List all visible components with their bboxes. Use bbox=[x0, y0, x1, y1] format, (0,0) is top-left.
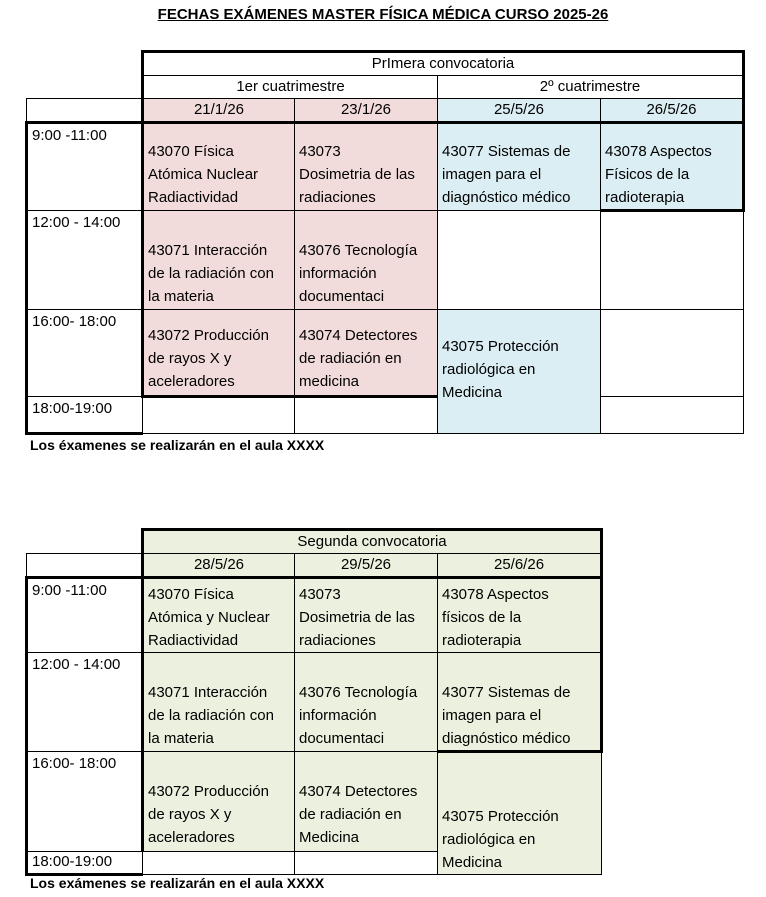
date-header: 25/5/26 bbox=[438, 99, 601, 123]
time-slot: 12:00 - 14:00 bbox=[27, 653, 143, 752]
exam-cell: 43072 Producción de rayos X y aceleradores bbox=[143, 310, 295, 397]
exam-cell: 43074 Detectores de radiación en medicina bbox=[295, 310, 438, 397]
exam-cell: 43075 Protección radiológica en Medicina bbox=[438, 310, 601, 434]
exam-room-note: Los éxamenes se realizarán en el aula XXXX bbox=[30, 437, 325, 453]
date-header: 26/5/26 bbox=[601, 99, 744, 123]
empty-cell bbox=[438, 211, 601, 310]
exam-cell: 43077 Sistemas de imagen para el diagnóstico médico bbox=[438, 653, 602, 752]
time-slot: 18:00-19:00 bbox=[27, 852, 143, 875]
exam-cell: 43077 Sistemas de imagen para el diagnóstico médico bbox=[438, 123, 601, 211]
exam-room-note: Los exámenes se realizarán en el aula XXXX bbox=[30, 875, 325, 891]
first-call-title: PrImera convocatoria bbox=[143, 52, 744, 76]
time-slot: 12:00 - 14:00 bbox=[27, 211, 143, 310]
date-header: 28/5/26 bbox=[143, 554, 295, 578]
exam-cell: 43070 Física Atómica y Nuclear Radiactividad bbox=[143, 578, 295, 653]
empty-cell bbox=[143, 852, 295, 875]
exam-cell: 43073 Dosimetria de las radiaciones bbox=[295, 578, 438, 653]
exam-cell: 43078 Aspectos físicos de la radioterapia bbox=[438, 578, 602, 653]
exam-cell: 43074 Detectores de radiación en Medicina bbox=[295, 752, 438, 852]
empty-cell bbox=[601, 211, 744, 310]
date-header: 23/1/26 bbox=[295, 99, 438, 123]
semester-2-header: 2º cuatrimestre bbox=[438, 76, 744, 99]
exam-cell: 43072 Producción de rayos X y aceleradores bbox=[143, 752, 295, 852]
first-call-table bbox=[25, 50, 745, 435]
exam-cell: 43073 Dosimetria de las radiaciones bbox=[295, 123, 438, 211]
exam-cell: 43075 Protección radiológica en Medicina bbox=[438, 752, 602, 875]
exam-cell: 43076 Tecnología información documentaci bbox=[295, 211, 438, 310]
empty-cell bbox=[601, 397, 744, 434]
exam-cell: 43071 Interacción de la radiación con la materia bbox=[143, 653, 295, 752]
empty-cell bbox=[601, 310, 744, 397]
time-slot: 9:00 -11:00 bbox=[27, 123, 143, 211]
time-slot: 16:00- 18:00 bbox=[27, 752, 143, 852]
date-header: 21/1/26 bbox=[143, 99, 295, 123]
exam-cell: 43071 Interacción de la radiación con la materia bbox=[143, 211, 295, 310]
empty-cell bbox=[143, 397, 295, 434]
empty-cell bbox=[295, 397, 438, 434]
time-slot: 18:00-19:00 bbox=[27, 397, 143, 434]
time-slot: 16:00- 18:00 bbox=[27, 310, 143, 397]
exam-cell: 43076 Tecnología información documentaci bbox=[295, 653, 438, 752]
second-call-title: Segunda convocatoria bbox=[143, 530, 602, 554]
exam-cell: 43078 Aspectos Físicos de la radioterapia bbox=[601, 123, 744, 211]
exam-cell: 43070 Física Atómica Nuclear Radiactividad bbox=[143, 123, 295, 211]
page-title: FECHAS EXÁMENES MASTER FÍSICA MÉDICA CURSO 2025-26 bbox=[157, 6, 609, 23]
second-call-table bbox=[25, 528, 603, 876]
date-header: 25/6/26 bbox=[438, 554, 602, 578]
empty-cell bbox=[295, 852, 438, 875]
semester-1-header: 1er cuatrimestre bbox=[143, 76, 438, 99]
date-header: 29/5/26 bbox=[295, 554, 438, 578]
time-slot: 9:00 -11:00 bbox=[27, 578, 143, 653]
